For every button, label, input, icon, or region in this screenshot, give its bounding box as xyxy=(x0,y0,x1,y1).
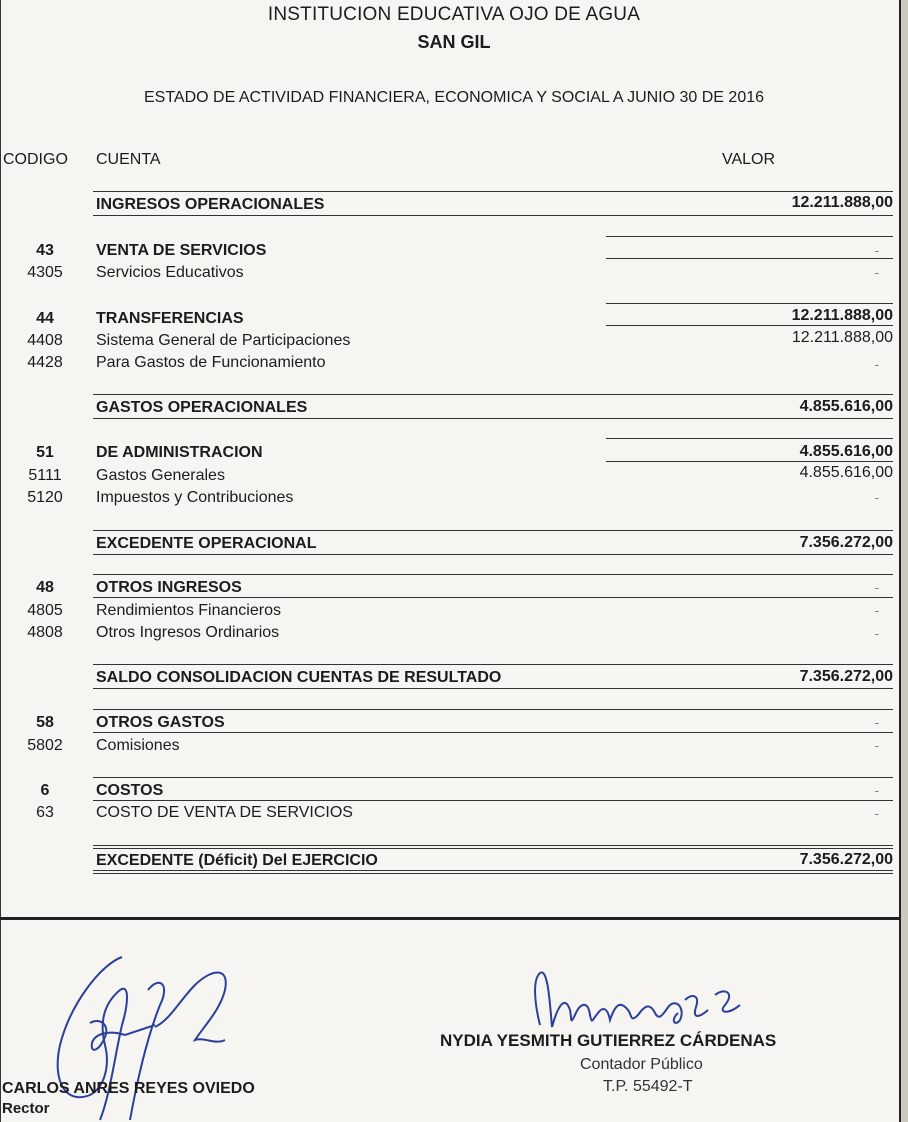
section-value: 7.356.272,00 xyxy=(799,851,893,868)
column-header-code: CODIGO xyxy=(3,151,68,168)
account-label: OTROS GASTOS xyxy=(96,714,225,731)
rule xyxy=(93,574,893,575)
section-label: GASTOS OPERACIONALES xyxy=(96,399,308,416)
rule xyxy=(606,258,893,259)
account-code: 4808 xyxy=(27,624,63,641)
account-value: - xyxy=(874,265,879,280)
rule xyxy=(93,688,893,689)
account-code: 4805 xyxy=(27,602,63,619)
account-value: - xyxy=(874,603,879,618)
column-header-account: CUENTA xyxy=(96,151,161,168)
account-label: TRANSFERENCIAS xyxy=(96,310,244,327)
section-value: 7.356.272,00 xyxy=(799,668,893,685)
account-value: - xyxy=(874,626,879,641)
account-value: 4.855.616,00 xyxy=(799,464,893,481)
account-code: 6 xyxy=(40,782,50,799)
page-right-edge xyxy=(899,0,901,1122)
account-code: 51 xyxy=(36,444,54,461)
account-code: 43 xyxy=(36,242,54,259)
rector-name: CARLOS ANRES REYES OVIEDO xyxy=(2,1080,255,1097)
account-label: Gastos Generales xyxy=(96,467,225,484)
rule xyxy=(93,597,893,598)
account-label: Comisiones xyxy=(96,737,180,754)
page-right-margin xyxy=(901,0,908,1122)
rule xyxy=(93,732,893,733)
account-label: DE ADMINISTRACION xyxy=(96,444,263,461)
account-value: 12.211.888,00 xyxy=(791,307,893,324)
column-header-value: VALOR xyxy=(722,151,776,168)
account-label: VENTA DE SERVICIOS xyxy=(96,242,267,259)
account-value: - xyxy=(874,490,879,505)
section-label: SALDO CONSOLIDACION CUENTAS DE RESULTADO xyxy=(96,669,502,686)
account-label: OTROS INGRESOS xyxy=(96,579,242,596)
account-label: Rendimientos Financieros xyxy=(96,602,281,619)
account-code: 5120 xyxy=(27,489,63,506)
account-label: Para Gastos de Funcionamiento xyxy=(96,354,326,371)
institution-title: INSTITUCION EDUCATIVA OJO DE AGUA xyxy=(267,4,641,25)
account-value: - xyxy=(874,243,879,258)
city-title: SAN GIL xyxy=(417,32,491,52)
account-value: 4.855.616,00 xyxy=(799,443,893,460)
rule xyxy=(93,800,893,801)
account-code: 48 xyxy=(36,579,54,596)
rule xyxy=(606,438,893,439)
rule xyxy=(93,418,893,419)
account-value: - xyxy=(874,580,879,595)
section-value: 4.855.616,00 xyxy=(799,398,893,415)
account-value: - xyxy=(874,783,879,798)
account-code: 58 xyxy=(36,714,54,731)
account-code: 4305 xyxy=(27,264,63,281)
account-value: - xyxy=(874,715,879,730)
contador-tp: T.P. 55492-T xyxy=(603,1078,693,1095)
rule xyxy=(93,530,893,531)
account-label: COSTOS xyxy=(96,782,164,799)
rule xyxy=(93,554,893,555)
rule xyxy=(93,845,893,846)
footer-separator xyxy=(0,917,901,920)
rule xyxy=(606,461,893,462)
rector-title: Rector xyxy=(2,1100,50,1117)
account-label: Impuestos y Contribuciones xyxy=(96,489,294,506)
account-label: Sistema General de Participaciones xyxy=(96,332,351,349)
rule xyxy=(93,191,893,192)
statement-title: ESTADO DE ACTIVIDAD FINANCIERA, ECONOMICA Y SOCIAL A JUNIO 30 DE 2016 xyxy=(143,89,765,106)
account-value: - xyxy=(874,806,879,821)
rule xyxy=(606,303,893,304)
account-code: 44 xyxy=(36,310,54,327)
rule xyxy=(93,873,893,874)
account-value: 12.211.888,00 xyxy=(791,329,893,346)
section-label: EXCEDENTE (Déficit) Del EJERCICIO xyxy=(96,852,378,869)
rule xyxy=(93,215,893,216)
rule xyxy=(93,870,893,871)
account-value: - xyxy=(874,357,879,372)
account-label: Servicios Educativos xyxy=(96,264,244,281)
rule xyxy=(93,777,893,778)
page-left-edge xyxy=(0,0,1,1122)
account-code: 5111 xyxy=(28,467,62,484)
account-code: 4408 xyxy=(27,332,63,349)
account-code: 63 xyxy=(36,804,54,821)
rule xyxy=(93,394,893,395)
account-code: 4428 xyxy=(27,354,63,371)
rule xyxy=(93,709,893,710)
rule xyxy=(606,236,893,237)
section-label: EXCEDENTE OPERACIONAL xyxy=(96,535,317,552)
section-value: 7.356.272,00 xyxy=(799,534,893,551)
section-label: INGRESOS OPERACIONALES xyxy=(96,196,325,213)
account-label: COSTO DE VENTA DE SERVICIOS xyxy=(96,804,353,821)
account-label: Otros Ingresos Ordinarios xyxy=(96,624,280,641)
contador-name: NYDIA YESMITH GUTIERREZ CÁRDENAS xyxy=(440,1031,777,1050)
account-code: 5802 xyxy=(27,737,63,754)
section-value: 12.211.888,00 xyxy=(791,194,893,211)
rule xyxy=(93,664,893,665)
account-value: - xyxy=(874,738,879,753)
contador-title: Contador Público xyxy=(580,1056,703,1073)
rule xyxy=(606,325,893,326)
rule xyxy=(93,848,893,849)
